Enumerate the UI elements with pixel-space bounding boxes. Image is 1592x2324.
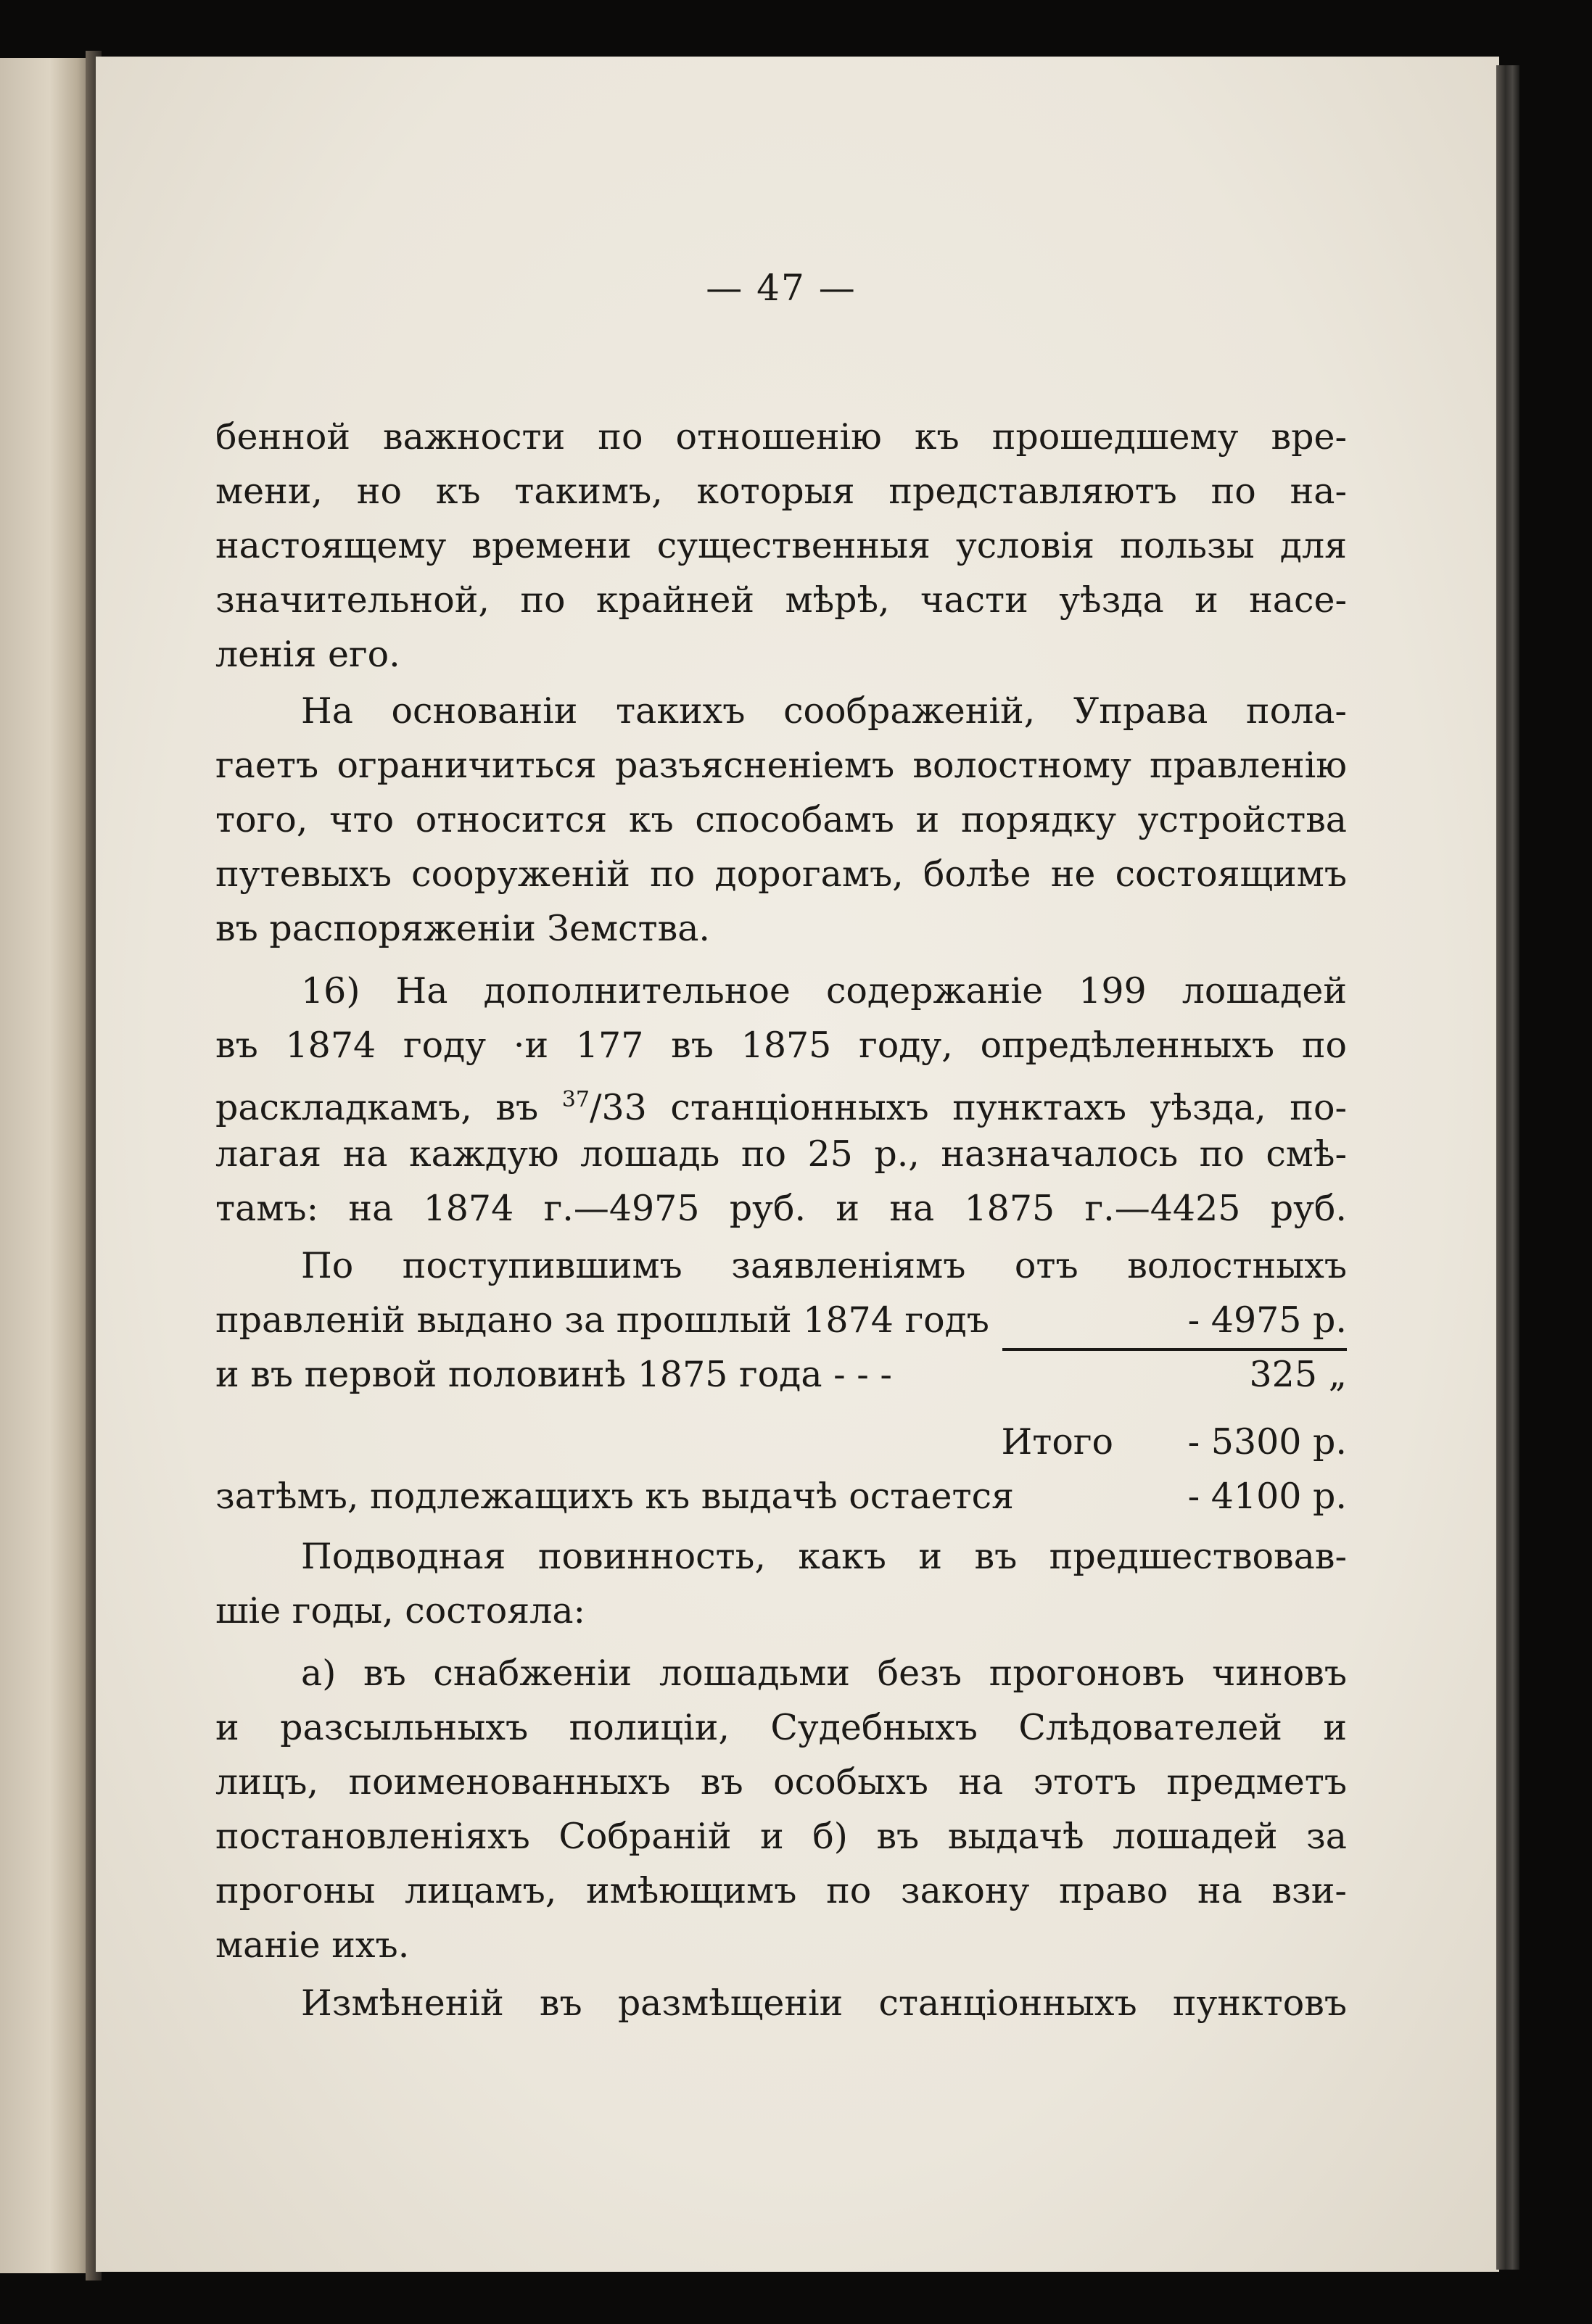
text-line: гаетъ ограничиться разъясненіемъ волостному правленію	[215, 745, 1347, 786]
text-line: На основаніи такихъ соображеній, Управа пола-	[301, 690, 1347, 732]
text-line: постановленіяхъ Собраній и б) въ выдачѣ лошадей за	[215, 1816, 1347, 1857]
row-value: - 5300 р.	[1187, 1421, 1347, 1463]
text-line: лагая на каждую лошадь по 25 р., назначалось по смѣ-	[215, 1133, 1347, 1175]
text-line: значительной, по крайней мѣрѣ, части уѣзда и насе-	[215, 579, 1347, 621]
text-line: шіе годы, состояла:	[215, 1590, 586, 1632]
text-segment: /33 станціонныхъ пунктахъ уѣзда, по-	[589, 1087, 1348, 1128]
row-label: правленій выдано за прошлый 1874 годъ	[215, 1299, 989, 1341]
text-line-with-fraction	[215, 1075, 1348, 1128]
text-line: ленія его.	[215, 634, 400, 675]
text-line: прогоны лицамъ, имѣющимъ по закону право на взи-	[215, 1870, 1347, 1911]
text-line: Подводная повинность, какъ и въ предшествовав-	[301, 1536, 1347, 1577]
text-line: лицъ, поименованныхъ въ особыхъ на этотъ предметъ	[215, 1761, 1347, 1803]
table-row	[215, 1471, 1347, 1522]
text-line: и разсыльныхъ полиціи, Судебныхъ Слѣдователей и	[215, 1707, 1347, 1748]
text-line: 16) На дополнительное содержаніе 199 лошадей	[301, 970, 1347, 1012]
text-segment: раскладкамъ, въ	[215, 1087, 539, 1128]
text-line: настоящему времени существенныя условія пользы для	[215, 525, 1347, 566]
table-row	[215, 1295, 1347, 1346]
text-line: мени, но къ такимъ, которыя представляютъ по на-	[215, 471, 1347, 512]
text-line: маніе ихъ.	[215, 1924, 410, 1966]
text-line: путевыхъ сооруженій по дорогамъ, болѣе не состоящимъ	[215, 853, 1347, 895]
row-value: 325 „	[1249, 1354, 1347, 1395]
table-row	[215, 1417, 1347, 1468]
text-line: бенной важности по отношенію къ прошедшему вре-	[215, 416, 1347, 458]
page-number: — 47 —	[706, 267, 857, 309]
table-row	[215, 1349, 1347, 1400]
left-page-edge	[0, 58, 91, 2273]
row-value: - 4975 р.	[1187, 1299, 1347, 1341]
text-line: Измѣненій въ размѣщеніи станціонныхъ пунктовъ	[301, 1982, 1347, 2024]
sum-rule	[1002, 1348, 1347, 1351]
row-label: и въ первой половинѣ 1875 года - - -	[215, 1354, 892, 1395]
page-stack-edge	[1496, 65, 1519, 2270]
text-line: По поступившимъ заявленіямъ отъ волостныхъ	[301, 1245, 1347, 1286]
row-label: затѣмъ, подлежащихъ къ выдачѣ остается	[215, 1476, 1014, 1517]
fraction-numerator: 37	[561, 1087, 590, 1112]
row-label: Итого	[1001, 1421, 1113, 1463]
text-line: того, что относится къ способамъ и порядку устройства	[215, 799, 1347, 840]
text-line: а) въ снабженіи лошадьми безъ прогоновъ чиновъ	[301, 1653, 1347, 1694]
row-value: - 4100 р.	[1187, 1476, 1347, 1517]
text-line: тамъ: на 1874 г.—4975 руб. и на 1875 г.—4425 руб.	[215, 1188, 1347, 1229]
text-line: въ 1874 году ·и 177 въ 1875 году, опредѣленныхъ по	[215, 1025, 1347, 1066]
book-page	[96, 57, 1499, 2272]
text-line: въ распоряженіи Земства.	[215, 908, 711, 949]
